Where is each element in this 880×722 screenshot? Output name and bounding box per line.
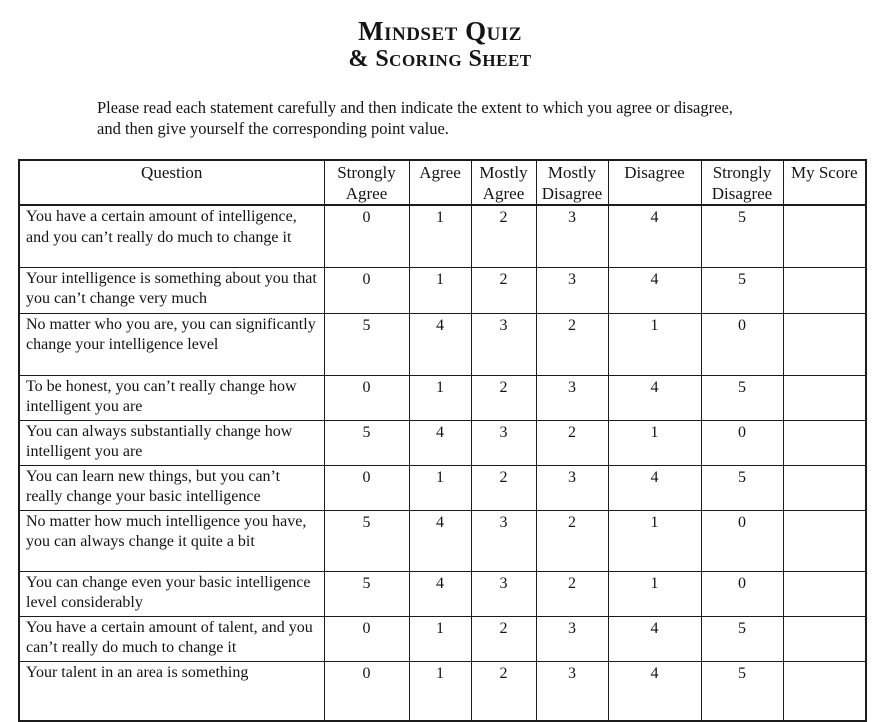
point-value-cell: 2	[471, 465, 536, 510]
my-score-cell	[783, 375, 866, 420]
point-value-cell: 1	[409, 465, 471, 510]
my-score-cell	[783, 420, 866, 465]
instructions-paragraph: Please read each statement carefully and then indicate the extent to which you agree or disagree, and then give yourself the corresponding point value.	[97, 98, 733, 138]
quiz-table-body	[19, 205, 866, 721]
my-score-cell	[783, 267, 866, 313]
point-value-cell: 3	[536, 465, 608, 510]
point-value-cell: 5	[324, 420, 409, 465]
question-cell: No matter how much intelligence you have, you can always change it quite a bit	[19, 510, 324, 571]
question-cell: You can always substantially change how intelligent you are	[19, 420, 324, 465]
point-value-cell: 2	[536, 571, 608, 616]
point-value-cell: 1	[608, 510, 701, 571]
point-value-cell: 1	[608, 571, 701, 616]
point-value-cell: 3	[536, 267, 608, 313]
question-cell: You have a certain amount of talent, and you can’t really do much to change it	[19, 616, 324, 661]
point-value-cell: 5	[701, 375, 783, 420]
point-value-cell: 2	[471, 661, 536, 721]
point-value-cell: 2	[471, 375, 536, 420]
page-title	[0, 0, 880, 73]
my-score-cell	[783, 571, 866, 616]
point-value-cell: 0	[701, 313, 783, 375]
point-value-cell: 2	[536, 510, 608, 571]
point-value-cell: 5	[701, 661, 783, 721]
point-value-cell: 0	[324, 661, 409, 721]
point-value-cell: 1	[608, 420, 701, 465]
question-cell: No matter who you are, you can significantly change your intelligence level	[19, 313, 324, 375]
column-header-question: Question	[19, 160, 324, 205]
table-header-row	[19, 160, 866, 205]
point-value-cell: 0	[324, 205, 409, 267]
point-value-cell: 4	[608, 661, 701, 721]
table-row	[19, 313, 866, 375]
point-value-cell: 1	[409, 205, 471, 267]
table-row	[19, 571, 866, 616]
point-value-cell: 3	[536, 205, 608, 267]
point-value-cell: 2	[471, 267, 536, 313]
point-value-cell: 1	[409, 616, 471, 661]
point-value-cell: 0	[701, 510, 783, 571]
point-value-cell: 4	[608, 375, 701, 420]
column-header-mostly-disagree: Mostly Disagree	[536, 160, 608, 205]
point-value-cell: 4	[608, 465, 701, 510]
point-value-cell: 4	[608, 205, 701, 267]
point-value-cell: 4	[409, 571, 471, 616]
my-score-cell	[783, 313, 866, 375]
point-value-cell: 2	[536, 420, 608, 465]
point-value-cell: 2	[471, 616, 536, 661]
mindset-quiz-table	[18, 159, 867, 722]
point-value-cell: 3	[536, 375, 608, 420]
point-value-cell: 0	[324, 267, 409, 313]
point-value-cell: 0	[324, 616, 409, 661]
point-value-cell: 3	[471, 571, 536, 616]
page-title-line1: Mindset Quiz	[358, 16, 522, 46]
point-value-cell: 4	[409, 420, 471, 465]
question-cell: Your intelligence is something about you that you can’t change very much	[19, 267, 324, 313]
point-value-cell: 5	[701, 616, 783, 661]
point-value-cell: 4	[608, 267, 701, 313]
point-value-cell: 4	[409, 510, 471, 571]
point-value-cell: 3	[536, 661, 608, 721]
point-value-cell: 5	[324, 510, 409, 571]
table-row	[19, 661, 866, 721]
point-value-cell: 0	[701, 571, 783, 616]
table-row	[19, 375, 866, 420]
my-score-cell	[783, 616, 866, 661]
table-row	[19, 465, 866, 510]
column-header-mostly-agree: Mostly Agree	[471, 160, 536, 205]
point-value-cell: 3	[536, 616, 608, 661]
column-header-disagree: Disagree	[608, 160, 701, 205]
table-row	[19, 510, 866, 571]
point-value-cell: 0	[324, 465, 409, 510]
column-header-strongly-agree: Strongly Agree	[324, 160, 409, 205]
point-value-cell: 5	[324, 571, 409, 616]
point-value-cell: 5	[324, 313, 409, 375]
my-score-cell	[783, 205, 866, 267]
my-score-cell	[783, 465, 866, 510]
point-value-cell: 3	[471, 510, 536, 571]
question-cell: Your talent in an area is something	[19, 661, 324, 721]
point-value-cell: 1	[608, 313, 701, 375]
table-row	[19, 420, 866, 465]
point-value-cell: 5	[701, 465, 783, 510]
point-value-cell: 5	[701, 267, 783, 313]
point-value-cell: 1	[409, 661, 471, 721]
question-cell: To be honest, you can’t really change how intelligent you are	[19, 375, 324, 420]
table-row	[19, 267, 866, 313]
table-row	[19, 616, 866, 661]
point-value-cell: 4	[409, 313, 471, 375]
point-value-cell: 5	[701, 205, 783, 267]
my-score-cell	[783, 661, 866, 721]
point-value-cell: 3	[471, 420, 536, 465]
point-value-cell: 2	[536, 313, 608, 375]
point-value-cell: 4	[608, 616, 701, 661]
question-cell: You can change even your basic intelligence level considerably	[19, 571, 324, 616]
question-cell: You can learn new things, but you can’t really change your basic intelligence	[19, 465, 324, 510]
point-value-cell: 1	[409, 375, 471, 420]
page-title-line2: & Scoring Sheet	[348, 46, 532, 73]
point-value-cell: 2	[471, 205, 536, 267]
column-header-agree: Agree	[409, 160, 471, 205]
column-header-my-score: My Score	[783, 160, 866, 205]
point-value-cell: 0	[324, 375, 409, 420]
my-score-cell	[783, 510, 866, 571]
point-value-cell: 1	[409, 267, 471, 313]
question-cell: You have a certain amount of intelligence, and you can’t really do much to change it	[19, 205, 324, 267]
point-value-cell: 0	[701, 420, 783, 465]
table-row	[19, 205, 866, 267]
column-header-strongly-disagree: Strongly Disagree	[701, 160, 783, 205]
point-value-cell: 3	[471, 313, 536, 375]
